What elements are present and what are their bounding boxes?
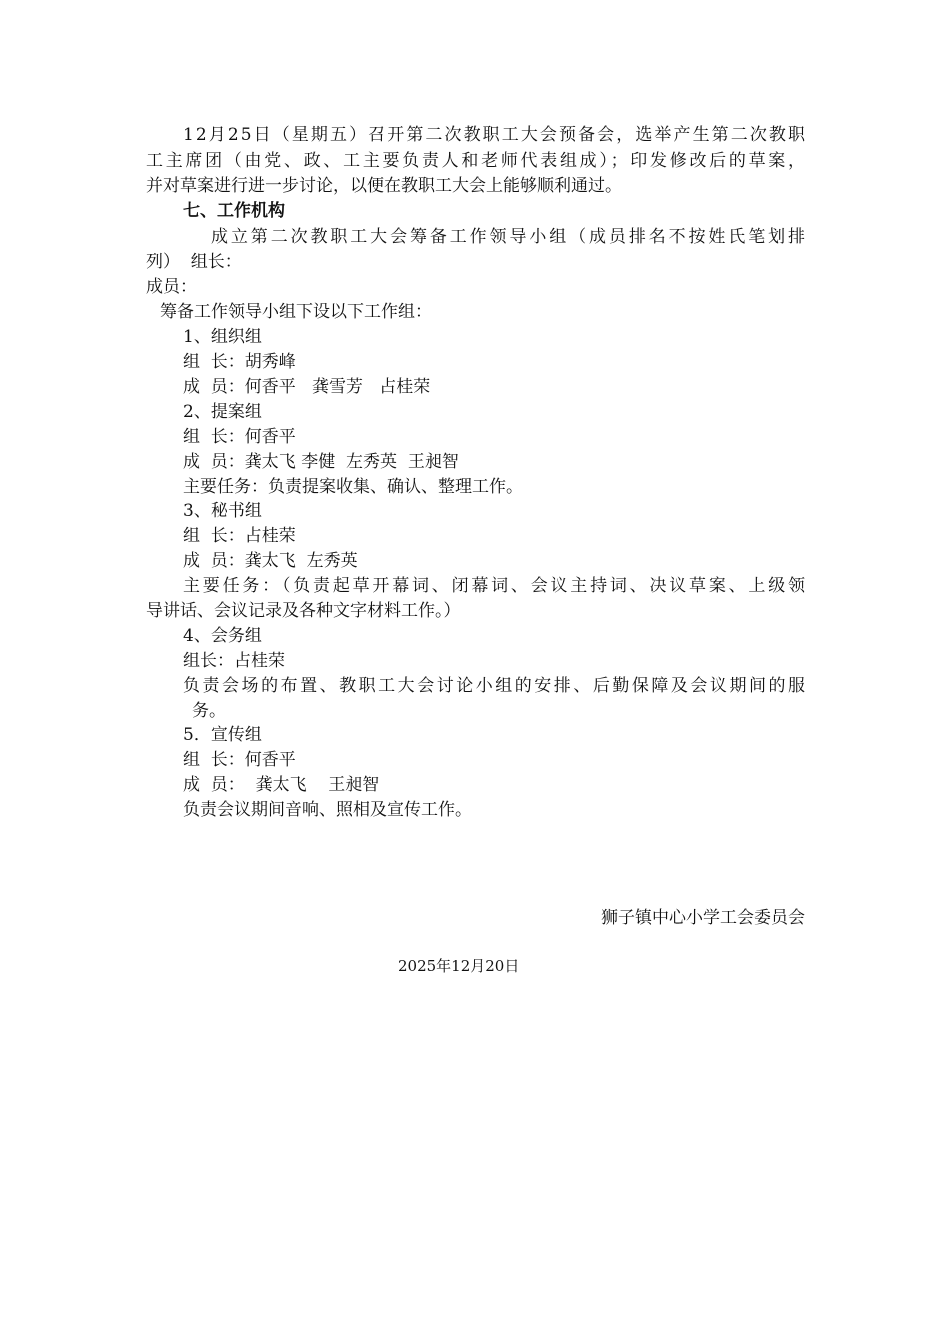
group-task	[183, 674, 808, 699]
paragraph-line: 并对草案进行进一步讨论，以便在教职工大会上能够顺利通过。	[146, 176, 622, 196]
group-task: 务。	[192, 701, 226, 721]
group-task: 主要任务：负责提案收集、确认、整理工作。	[183, 477, 523, 497]
group-leader: 组 长：占桂荣	[183, 526, 296, 546]
group-leader: 组长：占桂荣	[183, 651, 285, 671]
group-leader: 组 长：胡秀峰	[183, 352, 296, 372]
members-label: 成员：	[146, 277, 197, 297]
text: 负责会场的布置、教职工大会讨论小组的安排、后勤保障及会议期间的服	[183, 676, 808, 696]
group-title: 1、组织组	[183, 327, 262, 347]
document-date: 2025年12月20日	[398, 957, 520, 975]
section-heading: 七、工作机构	[183, 201, 285, 221]
group-title: 5．宣传组	[183, 725, 262, 745]
signature: 狮子镇中心小学工会委员会	[601, 908, 805, 928]
group-title: 3、秘书组	[183, 501, 262, 521]
group-title: 2、提案组	[183, 402, 262, 422]
paragraph-line	[183, 123, 808, 148]
paragraph-line	[146, 149, 808, 174]
paragraph-line	[211, 225, 808, 250]
text: 成立第二次教职工大会筹备工作领导小组（成员排名不按姓氏笔划排	[211, 227, 808, 247]
text: 12月25日（星期五）召开第二次教职工大会预备会，选举产生第二次教职	[183, 125, 808, 145]
group-task: 导讲话、会议记录及各种文字材料工作。）	[146, 601, 461, 621]
group-members: 成 员： 龚太飞 王昶智	[183, 775, 380, 795]
subgroups-intro: 筹备工作领导小组下设以下工作组：	[160, 302, 432, 322]
text: 主要任务：（负责起草开幕词、闭幕词、会议主持词、决议草案、上级领	[183, 576, 808, 596]
group-members: 成 员：龚太飞 李健 左秀英 王昶智	[183, 452, 459, 472]
group-task: 负责会议期间音响、照相及宣传工作。	[183, 800, 472, 820]
group-leader: 组 长：何香平	[183, 427, 296, 447]
group-title: 4、会务组	[183, 626, 262, 646]
group-members: 成 员：何香平 龚雪芳 占桂荣	[183, 377, 431, 397]
paragraph-line: 列） 组长：	[146, 252, 242, 272]
text: 工主席团（由党、政、工主要负责人和老师代表组成）；印发修改后的草案，	[146, 151, 808, 171]
group-members: 成 员：龚太飞 左秀英	[183, 551, 358, 571]
group-leader: 组 长：何香平	[183, 750, 296, 770]
group-task	[183, 574, 808, 599]
